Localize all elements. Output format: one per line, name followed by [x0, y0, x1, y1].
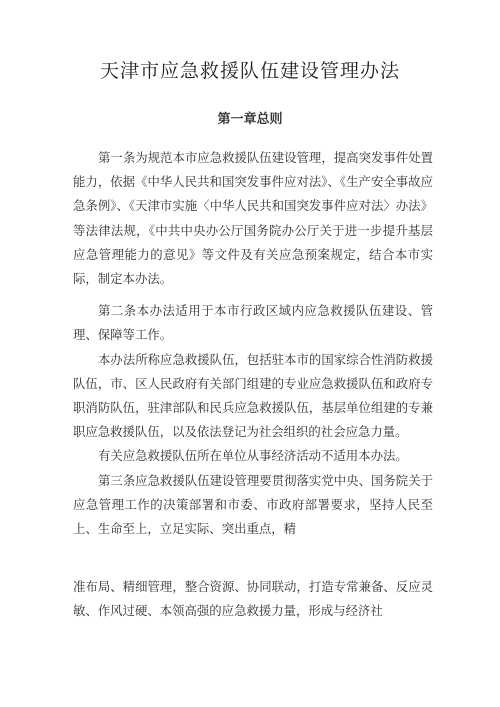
chapter-heading: 第一章总则 — [217, 112, 283, 127]
document-body-continued — [73, 575, 433, 623]
article-2-exclusion-paragraph: 有关应急救援队伍所在单位从事经济活动不适用本办法。 — [98, 448, 408, 464]
article-2-paragraph: 第二条本办法适用于本市行政区域内应急救援队伍建设、管理、保障等工作。 — [73, 303, 433, 343]
document-body — [73, 146, 433, 541]
article-2-scope-paragraph: 本办法所称应急救援队伍，包括驻本市的国家综合性消防救援队伍，市、区人民政府有关部门组建的专业应急救援队伍和政府专职消防队伍，驻津部队和民兵应急救援队伍，基层单位组建的专兼职应急救援队伍，以及依法登记为社会组织的社会应急力量。 — [73, 351, 433, 440]
article-3-continuation: 准布局、精细管理，整合资源、协同联动，打造专常兼备、反应灵敏、作风过硬、本领高强的应急救援力量，形成与经济社 — [73, 579, 433, 619]
article-3-paragraph: 第三条应急救援队伍建设管理要贯彻落实党中央、国务院关于应急管理工作的决策部署和市委、市政府部署要求，坚持人民至上、生命至上，立足实际、突出重点，精 — [73, 472, 433, 537]
document-title: 天津市应急救援队伍建设管理办法 — [99, 60, 400, 82]
article-1-paragraph: 第一条为规范本市应急救援队伍建设管理，提高突发事件处置能力，依据《中华人民共和国突发事件应对法》、《生产安全事故应急条例》、《天津市实施〈中华人民共和国突发事件应对法〉办法》等法律法规，《中共中央办公厅国务院办公厅关于进一步提升基层应急管理能力的意见》等文件及有关应急预案规定，结合本市实际，制定本办法。 — [73, 150, 433, 287]
